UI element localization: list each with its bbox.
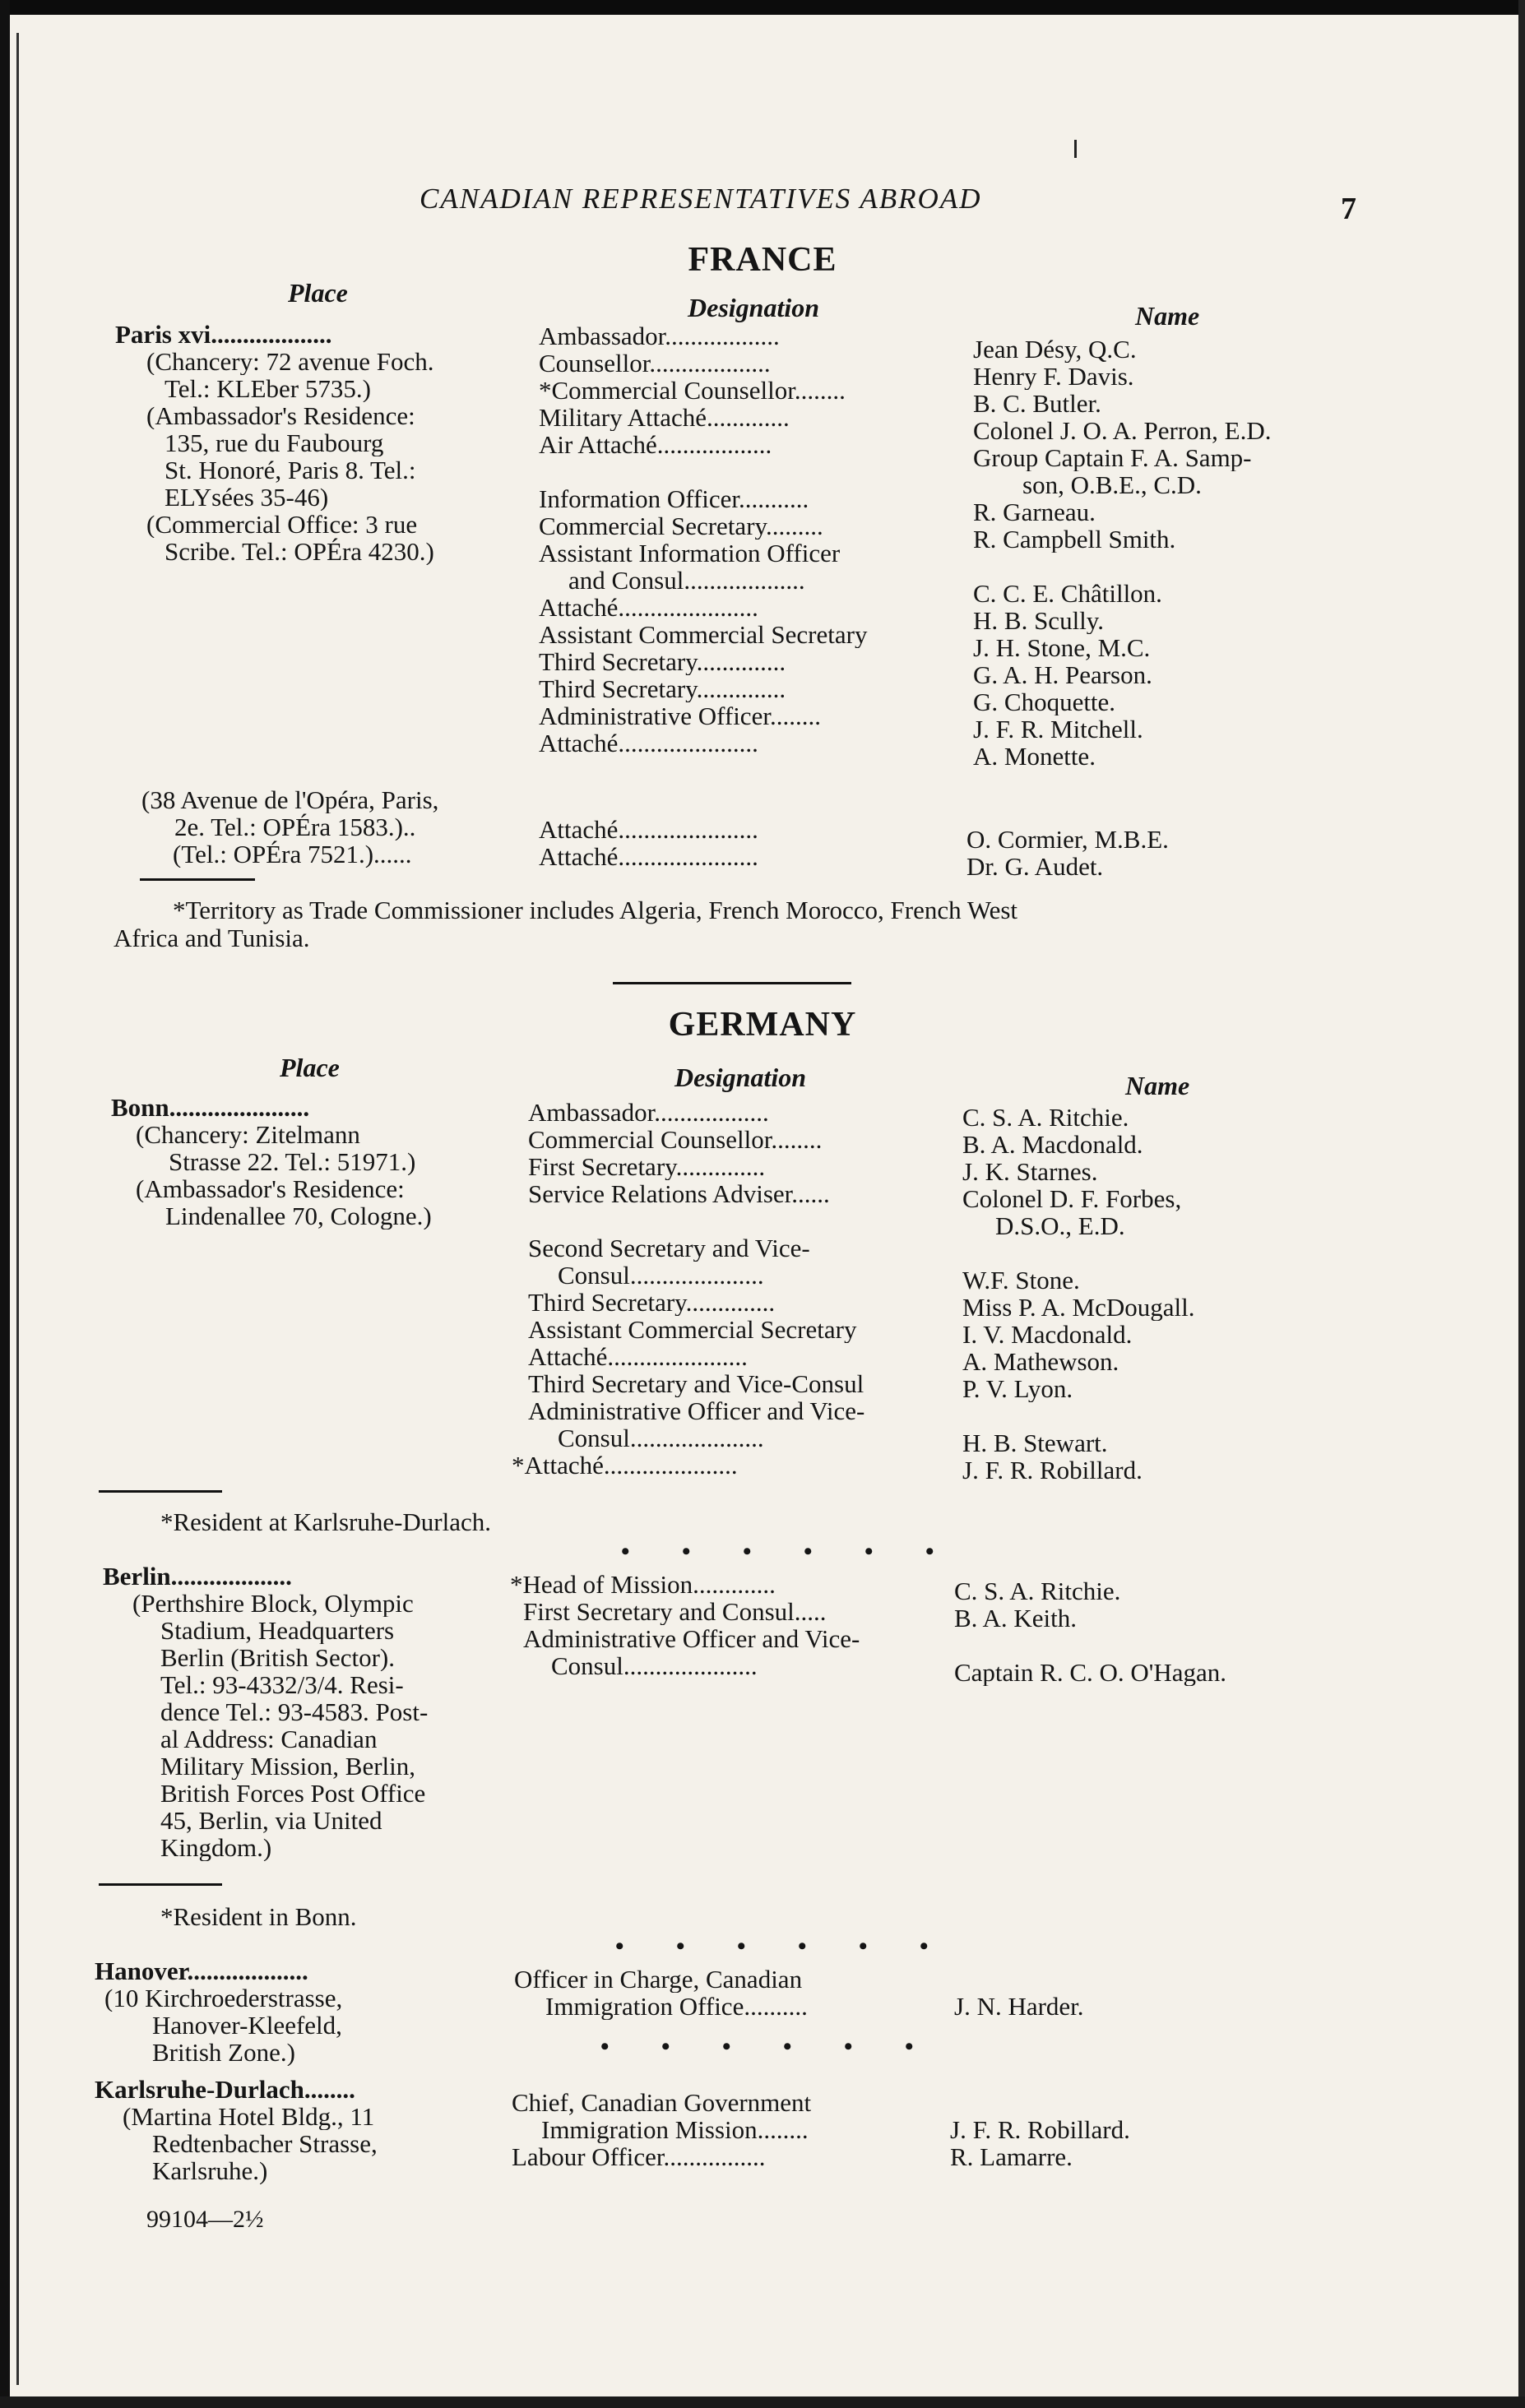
berlin-footnote: *Resident in Bonn.	[160, 1902, 357, 1931]
place-line: al Address: Canadian	[160, 1725, 378, 1753]
name-line: R. Lamarre.	[950, 2143, 1073, 2170]
footnote-rule	[99, 1883, 222, 1886]
designation-line: Third Secretary..............	[528, 1289, 776, 1316]
section-separator: • • • • • •	[615, 1933, 952, 1960]
karlsruhe-place-column	[95, 2076, 506, 2184]
bonn-name-column	[962, 1104, 1357, 1484]
name-line: J. K. Starnes.	[962, 1158, 1098, 1185]
place-city: Karlsruhe-Durlach........	[95, 2076, 355, 2103]
place-line: St. Honoré, Paris 8. Tel.:	[165, 456, 416, 484]
place-line: dence Tel.: 93-4583. Post-	[160, 1698, 429, 1725]
place-line: Stadium, Headquarters	[160, 1617, 395, 1644]
name-line: B. A. Keith.	[954, 1605, 1077, 1632]
name-line: Colonel J. O. A. Perron, E.D.	[973, 417, 1272, 444]
designation-line: *Attaché.....................	[512, 1452, 738, 1479]
bonn-place-column	[111, 1094, 506, 1229]
name-line: I. V. Macdonald.	[962, 1321, 1133, 1348]
berlin-name-column	[954, 1577, 1357, 1686]
name-line: B. C. Butler.	[973, 390, 1101, 417]
france-name-column	[973, 336, 1360, 770]
name-line: D.S.O., E.D.	[995, 1212, 1125, 1239]
place-line: Kingdom.)	[160, 1834, 272, 1861]
name-line: J. F. R. Robillard.	[962, 1456, 1143, 1484]
france-opera-names	[966, 826, 1353, 880]
france-opera-office	[141, 786, 528, 868]
bonn-designation-column	[512, 1099, 939, 1479]
name-line: Captain R. C. O. O'Hagan.	[954, 1659, 1227, 1686]
place-line: Military Mission, Berlin,	[160, 1753, 415, 1780]
place-line: Lindenallee 70, Cologne.)	[165, 1202, 432, 1229]
name-line: H. B. Stewart.	[962, 1429, 1108, 1456]
designation-line: First Secretary and Consul.....	[523, 1598, 827, 1625]
column-header-designation: Designation	[688, 293, 820, 322]
footnote-rule	[99, 1490, 222, 1493]
place-line: (Chancery: Zitelmann	[136, 1121, 360, 1148]
place-line: British Zone.)	[152, 2039, 295, 2066]
print-code: 99104—2½	[146, 2206, 264, 2233]
name-line	[962, 1402, 1357, 1429]
country-title-france: FRANCE	[688, 241, 837, 279]
name-line: J. F. R. Robillard.	[950, 2116, 1130, 2143]
name-line: Jean Désy, Q.C.	[973, 336, 1137, 363]
name-line: J. H. Stone, M.C.	[973, 634, 1151, 661]
designation-line: Attaché......................	[539, 816, 758, 843]
designation-line: *Commercial Counsellor........	[539, 377, 846, 404]
designation-line: Second Secretary and Vice-	[528, 1234, 810, 1262]
column-header-place: Place	[288, 278, 348, 308]
place-line: (Ambassador's Residence:	[136, 1175, 405, 1202]
name-line: B. A. Macdonald.	[962, 1131, 1143, 1158]
name-line	[950, 2089, 1353, 2116]
designation-line: Commercial Secretary.........	[539, 512, 823, 539]
name-line: A. Mathewson.	[962, 1348, 1119, 1375]
designation-line: Assistant Commercial Secretary	[539, 621, 868, 648]
place-line: (38 Avenue de l'Opéra, Paris,	[141, 786, 439, 813]
karlsruhe-name-column	[950, 2089, 1353, 2170]
designation-line: and Consul...................	[568, 567, 805, 594]
designation-line: Information Officer...........	[539, 485, 809, 512]
designation-line: Ambassador..................	[528, 1099, 769, 1126]
scan-mark	[1074, 140, 1077, 158]
designation-line: Third Secretary..............	[539, 675, 786, 702]
scan-top-edge	[0, 0, 1525, 15]
designation-line: Attaché......................	[539, 594, 758, 621]
page-number: 7	[1341, 192, 1356, 226]
hanover-place-column	[95, 1957, 506, 2066]
name-line: H. B. Scully.	[973, 607, 1105, 634]
place-city: Paris xvi...................	[115, 321, 332, 348]
designation-line: Labour Officer................	[512, 2143, 766, 2170]
name-line: P. V. Lyon.	[962, 1375, 1073, 1402]
name-line	[954, 1632, 1357, 1659]
scan-left-rule	[16, 33, 19, 2385]
place-line: (Tel.: OPÉra 7521.)......	[173, 840, 412, 868]
designation-line: Air Attaché..................	[539, 431, 772, 458]
designation-line	[528, 1207, 939, 1234]
place-line: ELYsées 35-46)	[165, 484, 329, 511]
section-separator: • • • • • •	[621, 1538, 957, 1565]
berlin-place-column	[103, 1563, 506, 1861]
column-header-name: Name	[1125, 1071, 1190, 1100]
place-line: Scribe. Tel.: OPÉra 4230.)	[165, 538, 434, 565]
hanover-designation-column	[514, 1966, 942, 2020]
designation-line: Service Relations Adviser......	[528, 1180, 830, 1207]
name-line	[954, 1966, 1357, 1993]
place-city: Bonn......................	[111, 1094, 310, 1121]
scan-right-edge	[1518, 0, 1525, 2408]
designation-line: Attaché......................	[528, 1343, 748, 1370]
place-city: Berlin...................	[103, 1563, 292, 1590]
name-line: R. Campbell Smith.	[973, 526, 1176, 553]
place-line: Strasse 22. Tel.: 51971.)	[169, 1148, 416, 1175]
karlsruhe-designation-column	[512, 2089, 939, 2170]
name-line: son, O.B.E., C.D.	[1022, 471, 1202, 498]
hanover-name-column	[954, 1966, 1357, 2020]
name-line: G. A. H. Pearson.	[973, 661, 1152, 688]
designation-line: Consul.....................	[558, 1262, 764, 1289]
designation-line: Chief, Canadian Government	[512, 2089, 812, 2116]
designation-line: Consul.....................	[551, 1652, 758, 1679]
column-header-name: Name	[1135, 301, 1200, 331]
place-line: (Perthshire Block, Olympic	[132, 1590, 414, 1617]
section-divider	[613, 982, 851, 984]
section-separator: • • • • • •	[600, 2033, 937, 2060]
berlin-designation-column	[510, 1571, 938, 1679]
column-header-place: Place	[280, 1053, 340, 1082]
designation-line: Assistant Information Officer	[539, 539, 841, 567]
bonn-footnote: *Resident at Karlsruhe-Durlach.	[160, 1507, 492, 1536]
designation-line: Counsellor...................	[539, 350, 771, 377]
designation-line: Military Attaché.............	[539, 404, 790, 431]
designation-line: *Head of Mission.............	[510, 1571, 776, 1598]
name-line: C. S. A. Ritchie.	[962, 1104, 1129, 1131]
place-line: Tel.: 93-4332/3/4. Resi-	[160, 1671, 404, 1698]
place-line: (10 Kirchroederstrasse,	[104, 1984, 343, 2012]
name-line: Colonel D. F. Forbes,	[962, 1185, 1182, 1212]
place-line: 2e. Tel.: OPÉra 1583.)..	[174, 813, 416, 840]
designation-line: Third Secretary and Vice-Consul	[528, 1370, 864, 1397]
designation-line	[539, 458, 946, 485]
place-line: British Forces Post Office	[160, 1780, 426, 1807]
name-line: J. N. Harder.	[954, 1993, 1084, 2020]
designation-line: Immigration Mission........	[541, 2116, 809, 2143]
name-line: Dr. G. Audet.	[966, 853, 1104, 880]
place-line: 45, Berlin, via United	[160, 1807, 382, 1834]
designation-line: Administrative Officer and Vice-	[528, 1397, 865, 1424]
france-footnote-cont: Africa and Tunisia.	[114, 924, 310, 952]
name-line: C. S. A. Ritchie.	[954, 1577, 1121, 1605]
name-line: C. C. E. Châtillon.	[973, 580, 1162, 607]
place-line: (Commercial Office: 3 rue	[146, 511, 418, 538]
place-city: Hanover...................	[95, 1957, 308, 1984]
france-opera-designations	[539, 816, 946, 870]
country-title-germany: GERMANY	[668, 1006, 857, 1044]
name-line: Group Captain F. A. Samp-	[973, 444, 1252, 471]
designation-line: Attaché......................	[539, 729, 758, 757]
scan-bottom-edge	[0, 2396, 1525, 2408]
place-line: Karlsruhe.)	[152, 2157, 268, 2184]
place-line: Berlin (British Sector).	[160, 1644, 395, 1671]
place-line: (Martina Hotel Bldg., 11	[123, 2103, 375, 2130]
designation-line: Attaché......................	[539, 843, 758, 870]
place-line: Hanover-Kleefeld,	[152, 2012, 342, 2039]
place-line: (Ambassador's Residence:	[146, 402, 415, 429]
designation-line: First Secretary..............	[528, 1153, 766, 1180]
name-line: J. F. R. Mitchell.	[973, 715, 1143, 743]
place-line: 135, rue du Faubourg	[165, 429, 384, 456]
designation-line: Officer in Charge, Canadian	[514, 1966, 803, 1993]
name-line: W.F. Stone.	[962, 1267, 1080, 1294]
name-line	[973, 553, 1360, 580]
designation-line: Consul.....................	[558, 1424, 764, 1452]
designation-line: Administrative Officer........	[539, 702, 821, 729]
name-line: Henry F. Davis.	[973, 363, 1134, 390]
footnote-rule	[140, 878, 255, 881]
designation-line: Ambassador..................	[539, 322, 780, 350]
designation-line: Administrative Officer and Vice-	[523, 1625, 860, 1652]
designation-line: Assistant Commercial Secretary	[528, 1316, 857, 1343]
place-line: Redtenbacher Strasse,	[152, 2130, 378, 2157]
name-line: R. Garneau.	[973, 498, 1096, 526]
name-line: A. Monette.	[973, 743, 1096, 770]
designation-line: Commercial Counsellor........	[528, 1126, 823, 1153]
place-line: Tel.: KLEber 5735.)	[165, 375, 371, 402]
france-place-column	[115, 321, 510, 565]
place-line: (Chancery: 72 avenue Foch.	[146, 348, 434, 375]
scan-left-edge	[0, 0, 10, 2408]
designation-line: Third Secretary..............	[539, 648, 786, 675]
name-line: G. Choquette.	[973, 688, 1116, 715]
name-line: Miss P. A. McDougall.	[962, 1294, 1195, 1321]
designation-line: Immigration Office..........	[545, 1993, 808, 2020]
running-head: CANADIAN REPRESENTATIVES ABROAD	[419, 183, 982, 215]
france-designation-column	[539, 322, 946, 757]
name-line: O. Cormier, M.B.E.	[966, 826, 1169, 853]
column-header-designation: Designation	[674, 1063, 807, 1092]
france-footnote: *Territory as Trade Commissioner includes Algeria, French Morocco, French West	[173, 896, 1018, 924]
name-line	[962, 1239, 1357, 1267]
